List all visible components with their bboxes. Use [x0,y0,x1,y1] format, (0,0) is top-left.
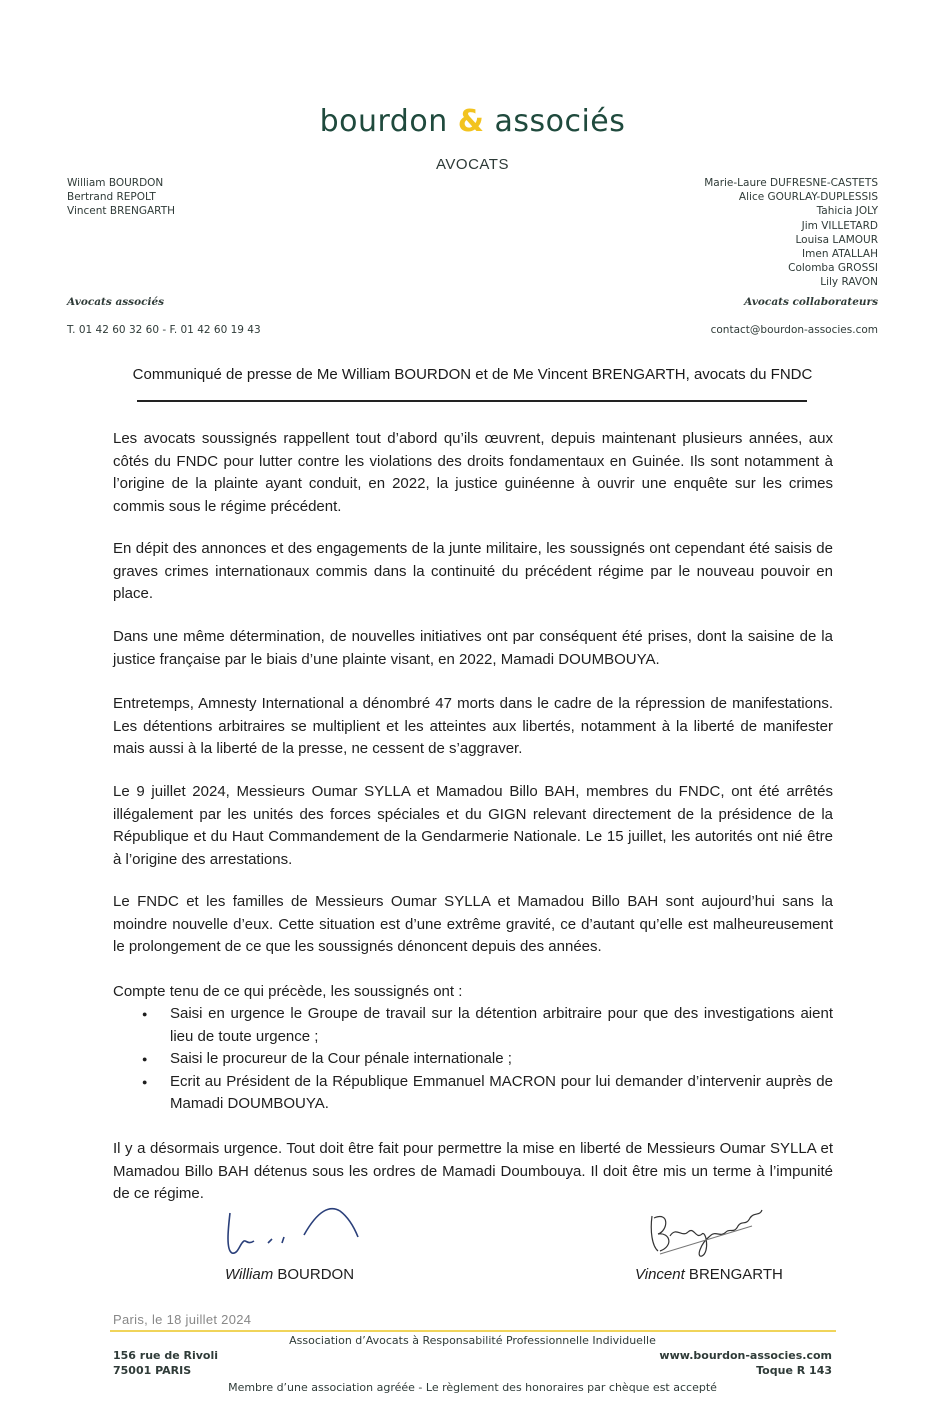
signer-first-name: William [225,1266,274,1283]
actions-list [113,1003,833,1116]
footer-member-note: Membre d’une association agréée - Le règlement des honoraires par chèque est accepté [228,1381,717,1394]
signer-brengarth [635,1266,783,1283]
list-item: ● Saisi le procureur de la Cour pénale internationale ; [113,1048,833,1071]
partners-list [67,176,175,219]
collaborator-name: Imen ATALLAH [802,248,878,261]
footer-website-link[interactable]: www.bourdon-associes.com [659,1349,832,1362]
letterhead-subtitle: AVOCATS [436,156,509,173]
list-item: ● Saisi en urgence le Groupe de travail sur la détention arbitraire pour que des investigations aient lieu de toute urgence ; [113,1003,833,1048]
paragraph: Le FNDC et les familles de Messieurs Oumar SYLLA et Mamadou Billo BAH sont aujourd’hui sans la moindre nouvelle d’eux. Cette situation est d’une extrême gravité, ce d’autant qu’elle est malheureusement le prolongement de ce que les soussignés dénoncent depuis des années. [113,893,833,955]
partner-name: Bertrand REPOLT [67,191,156,204]
logo-text-bourdon: bourdon [319,104,458,139]
paragraph-intro-list: Compte tenu de ce qui précède, les soussignés ont : [113,983,463,1000]
partner-name: William BOURDON [67,177,164,189]
footer-association: Association d’Avocats à Responsabilité Professionnelle Individuelle [289,1334,656,1347]
address-city: 75001 PARIS [113,1364,192,1377]
signer-last-name: BRENGARTH [684,1266,783,1283]
paragraph: En dépit des annonces et des engagements de la junte militaire, les soussignés ont cependant été saisis de graves crimes internationaux commis dans la continuité du précédent régime par le nouveau pouvoir en place. [113,540,833,602]
address-street: 156 rue de Rivoli [113,1349,219,1362]
list-item: ● Ecrit au Président de la République Emmanuel MACRON pour lui demander d’intervenir auprès de Mamadi DOUMBOUYA. [113,1071,833,1116]
collaborator-name: Colomba GROSSI [788,262,878,275]
press-release-title: Communiqué de presse de Me William BOURDON et de Me Vincent BRENGARTH, avocats du FNDC [132,366,813,383]
logo-text-associes: associés [484,104,626,139]
paragraph: Dans une même détermination, de nouvelles initiatives ont par conséquent été prises, dont la saisine de la justice française par le biais d’une plainte visant, en 2022, Mamadi DOUMBOUYA. [113,628,833,668]
footer-toque: Toque R 143 [756,1364,832,1377]
signer-bourdon [225,1266,354,1283]
collaborators-label: Avocats collaborateurs [744,296,878,308]
collaborator-name: Louisa LAMOUR [795,233,878,246]
contact-email: contact@bourdon-associes.com [710,324,878,336]
closing-paragraph: Il y a désormais urgence. Tout doit être fait pour permettre la mise en liberté de Messieurs Oumar SYLLA et Mamadou Billo BAH détenus sous les ordres de Mamadi Doumbouya. Il doit être mis un terme à l’impunité de ce régime. [113,1140,833,1202]
signer-last-name: BOURDON [273,1266,355,1283]
footer-address [113,1348,218,1378]
paragraph: Entretemps, Amnesty International a dénombré 47 morts dans le cadre de la répression de manifestations. Les détentions arbitraires se multiplient et les atteintes aux libertés, notamment à la liberté de manifester mais aussi à la liberté de la presse, ne cessent de s’aggraver. [113,695,833,757]
footer-divider [110,1330,836,1332]
partners-label: Avocats associés [67,296,165,308]
signer-first-name: Vincent [635,1266,685,1283]
partner-name: Vincent BRENGARTH [67,205,176,218]
signature-bourdon [218,1205,378,1265]
collaborators-list [704,176,878,290]
paragraph: Les avocats soussignés rappellent tout d’abord qu’ils œuvrent, depuis maintenant plusieurs années, aux côtés du FNDC pour lutter contre les violations des droits fondamentaux en Guinée. Ils sont notamment à l’origine de la plainte ayant conduit, en 2022, la justice guinéenne à ouvrir une enquête sur les crimes commis sous le régime précédent. [113,430,833,515]
collaborator-name: Lily RAVON [820,276,878,289]
signature-brengarth [640,1196,780,1266]
logo-ampersand: & [457,104,485,139]
title-underline [137,400,807,402]
document-date: Paris, le 18 juillet 2024 [113,1312,252,1327]
collaborator-name: Marie-Laure DUFRESNE-CASTETS [704,177,878,189]
letterhead-logo [0,104,945,139]
collaborator-name: Jim VILLETARD [801,219,878,232]
collaborator-name: Tahicia JOLY [816,205,878,218]
phone-fax: T. 01 42 60 32 60 - F. 01 42 60 19 43 [67,324,261,336]
paragraph: Le 9 juillet 2024, Messieurs Oumar SYLLA et Mamadou Billo BAH, membres du FNDC, ont été arrêtés illégalement par les unités des forces spéciales et du GIGN relevant directement de la présidence de la République et du Haut Commandement de la Gendarmerie Nationale. Le 15 juillet, les autorités ont nié être à l’origine des arrestations. [113,783,833,868]
collaborator-name: Alice GOURLAY-DUPLESSIS [738,191,878,204]
footer-contact [659,1348,832,1378]
